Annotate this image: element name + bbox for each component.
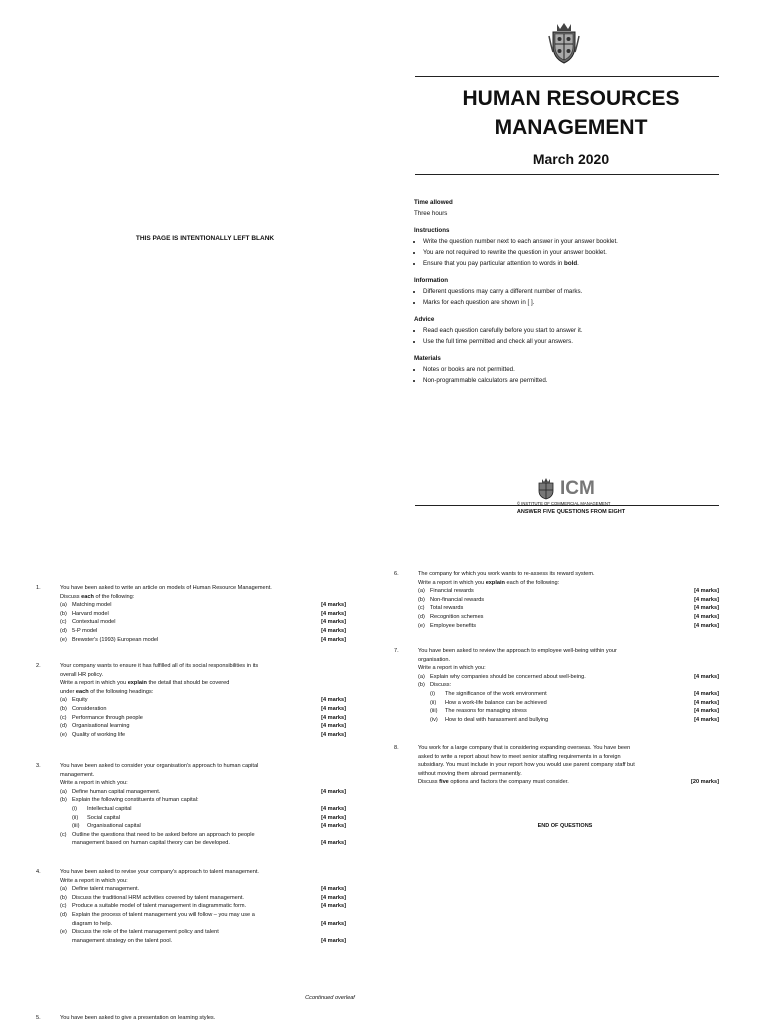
question-number: 2. [36,663,41,669]
time-heading: Time allowed [414,199,453,206]
part-text: management based on human capital theory can be developed. [72,840,230,847]
bold-word: each [81,593,94,600]
text-part: of the following headings: [90,688,154,695]
icm-logo-text: ICM [560,478,595,499]
question-part [60,911,346,920]
text-part: under [60,688,75,695]
question-5 [36,1014,346,1023]
part-label: (c) [60,903,67,910]
question-text: overall HR policy. [60,671,104,678]
question-text: Your company wants to ensure it has fulfilled all of its social responsibilities in its [60,663,259,669]
part-text: Discuss: [430,682,452,689]
question-part-continued [60,839,346,848]
subpart-text: How a work-life balance can be achieved [445,699,547,706]
marks: [20 marks] [691,779,719,786]
question-part [60,894,346,903]
text-part: Write a report in which you [60,680,127,687]
icm-crest-icon [537,478,555,500]
marks: [4 marks] [694,708,719,715]
marks: [4 marks] [321,937,346,944]
question-part [418,613,719,622]
part-text: Define talent management. [72,886,140,893]
marks: [4 marks] [321,627,346,634]
part-text: 5-P model [72,627,98,634]
part-label: (c) [60,831,67,838]
end-of-questions: END OF QUESTIONS [537,823,593,829]
subpart-label: (iii) [72,823,80,830]
part-text: Discuss the traditional HRM activities covered by talent management. [72,894,244,901]
instruction-item: • Write the question number next to each answer in your answer booklet. [423,236,714,247]
part-label: (d) [60,627,67,634]
subpart-label: (ii) [430,699,437,706]
marks: [4 marks] [321,840,346,847]
marks: [4 marks] [694,588,719,595]
question-part [418,596,719,605]
subpart-text: Social capital [87,814,120,821]
part-label: (c) [418,605,425,612]
question-part [60,610,346,619]
part-text: Performance through people [72,714,143,721]
question-subpart [418,699,719,708]
instructions-heading: Instructions [414,227,450,234]
part-text: Organisational learning [72,723,130,730]
question-part [418,604,719,613]
blank-page-note: THIS PAGE IS INTENTIONALLY LEFT BLANK [135,235,275,242]
question-1 [36,584,346,644]
part-text: Total rewards [430,605,464,612]
information-item: • Marks for each question are shown in [ ]. [423,297,714,308]
part-text: Explain the process of talent management you will follow – you may use a [72,911,255,918]
marks: [4 marks] [694,699,719,706]
part-text: Matching model [72,602,112,609]
marks: [4 marks] [321,610,346,617]
text-part: Discuss [418,779,438,786]
marks: [4 marks] [321,697,346,704]
part-label: (e) [60,731,67,738]
subpart-text: Intellectual capital [87,805,132,812]
question-subpart [60,814,346,823]
materials-list [414,364,714,386]
marks: [4 marks] [321,823,346,830]
marks: [4 marks] [321,731,346,738]
question-text: asked to write a report about how to meet senior staffing requirements in a foreign [418,753,621,760]
question-text: without moving them abroad permanently. [418,770,522,777]
exam-date: March 2020 [532,151,610,167]
question-8 [394,744,719,787]
question-text: Write a report in which you: [60,877,128,884]
question-number: 3. [36,763,41,769]
part-text: Explain the following constituents of human capital: [72,797,199,804]
question-7 [394,647,719,724]
marks: [4 marks] [321,814,346,821]
question-part [60,928,346,937]
part-label: (a) [60,886,67,893]
question-part [60,788,346,797]
marks: [4 marks] [321,920,346,927]
information-heading: Information [414,277,449,284]
marks: [4 marks] [321,714,346,721]
question-number: 4. [36,869,41,875]
title-top-rule [415,76,719,77]
question-part [60,714,346,723]
part-text: Outline the questions that need to be asked before an approach to people [72,831,255,838]
question-part [60,627,346,636]
answer-instruction: ANSWER FIVE QUESTIONS FROM EIGHT [516,509,626,515]
advice-heading: Advice [414,316,435,323]
part-text: Consideration [72,705,107,712]
marks: [4 marks] [694,613,719,620]
part-text: Discuss the role of the talent management policy and talent [72,929,219,936]
question-subpart [60,805,346,814]
text-part: options and factors the company must consider. [450,779,569,786]
instruction-item: • Ensure that you pay particular attention to words in bold. [423,258,714,269]
question-subpart [418,716,719,725]
question-3 [36,762,346,848]
advice-list [414,325,714,347]
question-text: You have been asked to revise your company's approach to talent management. [60,869,259,875]
copyright-text: © INSTITUTE OF COMMERCIAL MANAGEMENT [517,501,611,506]
part-label: (b) [60,610,67,617]
marks: [4 marks] [694,716,719,723]
part-label: (a) [60,697,67,704]
part-label: (a) [60,788,67,795]
part-text: Equity [72,697,88,704]
question-part [60,885,346,894]
part-text: Produce a suitable model of talent management in diagrammatic form. [72,903,247,910]
text-part: Write a report in which you [418,579,485,586]
marks: [4 marks] [321,886,346,893]
text-part: Discuss [60,593,80,600]
information-list [414,286,714,308]
materials-item: • Notes or books are not permitted. [423,364,714,375]
information-item: • Different questions may carry a different number of marks. [423,286,714,297]
question-2 [36,662,346,739]
question-text [60,593,346,602]
question-part [60,731,346,740]
part-text: Recognition schemes [430,613,484,620]
part-label: (b) [418,596,425,603]
question-text: You have been asked to consider your organisation's approach to human capital [60,763,259,769]
question-text: subsidiary. You must include in your report how you would use parent company staff but [418,762,635,769]
marks: [4 marks] [321,705,346,712]
marks: [4 marks] [321,805,346,812]
part-label: (a) [418,673,425,680]
continued-overleaf: Ccontinued overleaf [305,995,355,1001]
instructions-list [414,236,714,269]
question-number: 5. [36,1015,41,1021]
question-part [60,796,346,805]
question-number: 1. [36,585,41,591]
part-label: (b) [60,705,67,712]
question-text: management. [60,771,95,778]
part-text: Brewster's (1993) European model [72,636,159,643]
question-subpart [60,822,346,831]
marks: [4 marks] [321,602,346,609]
subpart-label: (iii) [430,708,438,715]
subpart-label: (iv) [430,716,438,723]
question-number: 7. [394,648,399,654]
question-text [418,778,719,787]
question-part [60,636,346,645]
question-text: Write a report in which you: [60,780,128,787]
advice-item: • Use the full time permitted and check all your answers. [423,336,714,347]
question-text [60,688,346,697]
marks: [4 marks] [694,622,719,629]
part-text: Employee benefits [430,622,477,629]
question-text: The company for which you work wants to re-assess its reward system. [418,571,595,577]
text-part: the detail that should be covered [148,680,230,687]
question-subpart [418,707,719,716]
materials-heading: Materials [414,355,441,362]
question-number: 8. [394,745,399,751]
subpart-text: Organisational capital [87,823,141,830]
part-label: (b) [60,797,67,804]
part-label: (c) [60,714,67,721]
bold-word: explain [127,680,147,687]
question-part-continued [60,937,346,946]
question-part [60,831,346,840]
text-part: of the following: [95,593,135,600]
marks: [4 marks] [321,903,346,910]
part-label: (a) [60,602,67,609]
subpart-label: (i) [72,805,77,812]
part-label: (a) [418,588,425,595]
question-part [418,681,719,690]
question-number: 6. [394,571,399,577]
question-part [60,722,346,731]
part-label: (d) [60,911,67,918]
part-text: Explain why companies should be concerned about well-being. [430,673,586,680]
cover-info [414,197,714,386]
question-part [60,618,346,627]
part-label: (d) [60,723,67,730]
question-text: organisation. [418,656,451,663]
question-text: You have been asked to give a presentation on learning styles. [60,1015,216,1021]
marks: [4 marks] [694,673,719,680]
question-part [60,902,346,911]
institute-crest-icon [547,22,581,64]
question-text: You have been asked to write an article on models of Human Resource Management. [60,585,272,591]
subpart-text: How to deal with harassment and bullying [445,716,549,723]
marks: [4 marks] [694,690,719,697]
part-label: (e) [418,622,425,629]
question-part [418,587,719,596]
question-part [60,696,346,705]
part-label: (c) [60,619,67,626]
part-text: Non-financial rewards [430,596,485,603]
text-part: each [506,579,519,586]
question-part [60,601,346,610]
text-part: of the following: [520,579,560,586]
part-text: diagram to help. [72,920,113,927]
part-label: (d) [418,613,425,620]
bold-word: bold [564,260,578,267]
materials-item: • Non-programmable calculators are permitted. [423,375,714,386]
part-label: (b) [418,682,425,689]
question-text: You work for a large company that is considering expanding overseas. You have been [418,745,631,751]
marks: [4 marks] [321,619,346,626]
instruction-item: • You are not required to rewrite the question in your answer booklet. [423,247,714,258]
question-text: You have been asked to review the approach to employee well-being within your [418,648,617,654]
time-value: Three hours [414,210,448,217]
marks: [4 marks] [321,894,346,901]
question-6 [394,570,719,630]
subpart-label: (i) [430,690,435,697]
marks: [4 marks] [694,605,719,612]
part-label: (e) [60,929,67,936]
part-text: Define human capital management. [72,788,161,795]
bold-word: explain [485,579,505,586]
icm-logo [537,478,617,502]
part-label: (b) [60,894,67,901]
exam-title-line1: HUMAN RESOURCES [462,87,680,110]
question-text [60,679,346,688]
question-4 [36,868,346,945]
exam-title-line2: MANAGEMENT [494,116,648,139]
part-text: Contextual model [72,619,116,626]
part-text: Financial rewards [430,588,474,595]
title-bottom-rule [415,174,719,175]
marks: [4 marks] [321,788,346,795]
marks: [4 marks] [321,636,346,643]
subpart-text: The reasons for managing stress [445,708,527,715]
question-text [418,579,719,588]
exam-title [415,84,727,142]
question-part-continued [60,920,346,929]
part-label: (e) [60,636,67,643]
question-part [60,705,346,714]
part-text: Harvard model [72,610,109,617]
bold-word: five [439,779,449,786]
question-subpart [418,690,719,699]
advice-item: • Read each question carefully before you start to answer it. [423,325,714,336]
subpart-text: The significance of the work environment [445,690,547,697]
part-text: Quality of working life [72,731,126,738]
part-text: management strategy on the talent pool. [72,937,173,944]
bold-word: each [75,688,89,695]
marks: [4 marks] [694,596,719,603]
question-part [418,622,719,631]
question-text: Write a report in which you: [418,665,486,672]
question-part [418,673,719,682]
instruction-text: Ensure that you pay particular attention to words in [423,260,563,267]
marks: [4 marks] [321,723,346,730]
subpart-label: (ii) [72,814,79,821]
